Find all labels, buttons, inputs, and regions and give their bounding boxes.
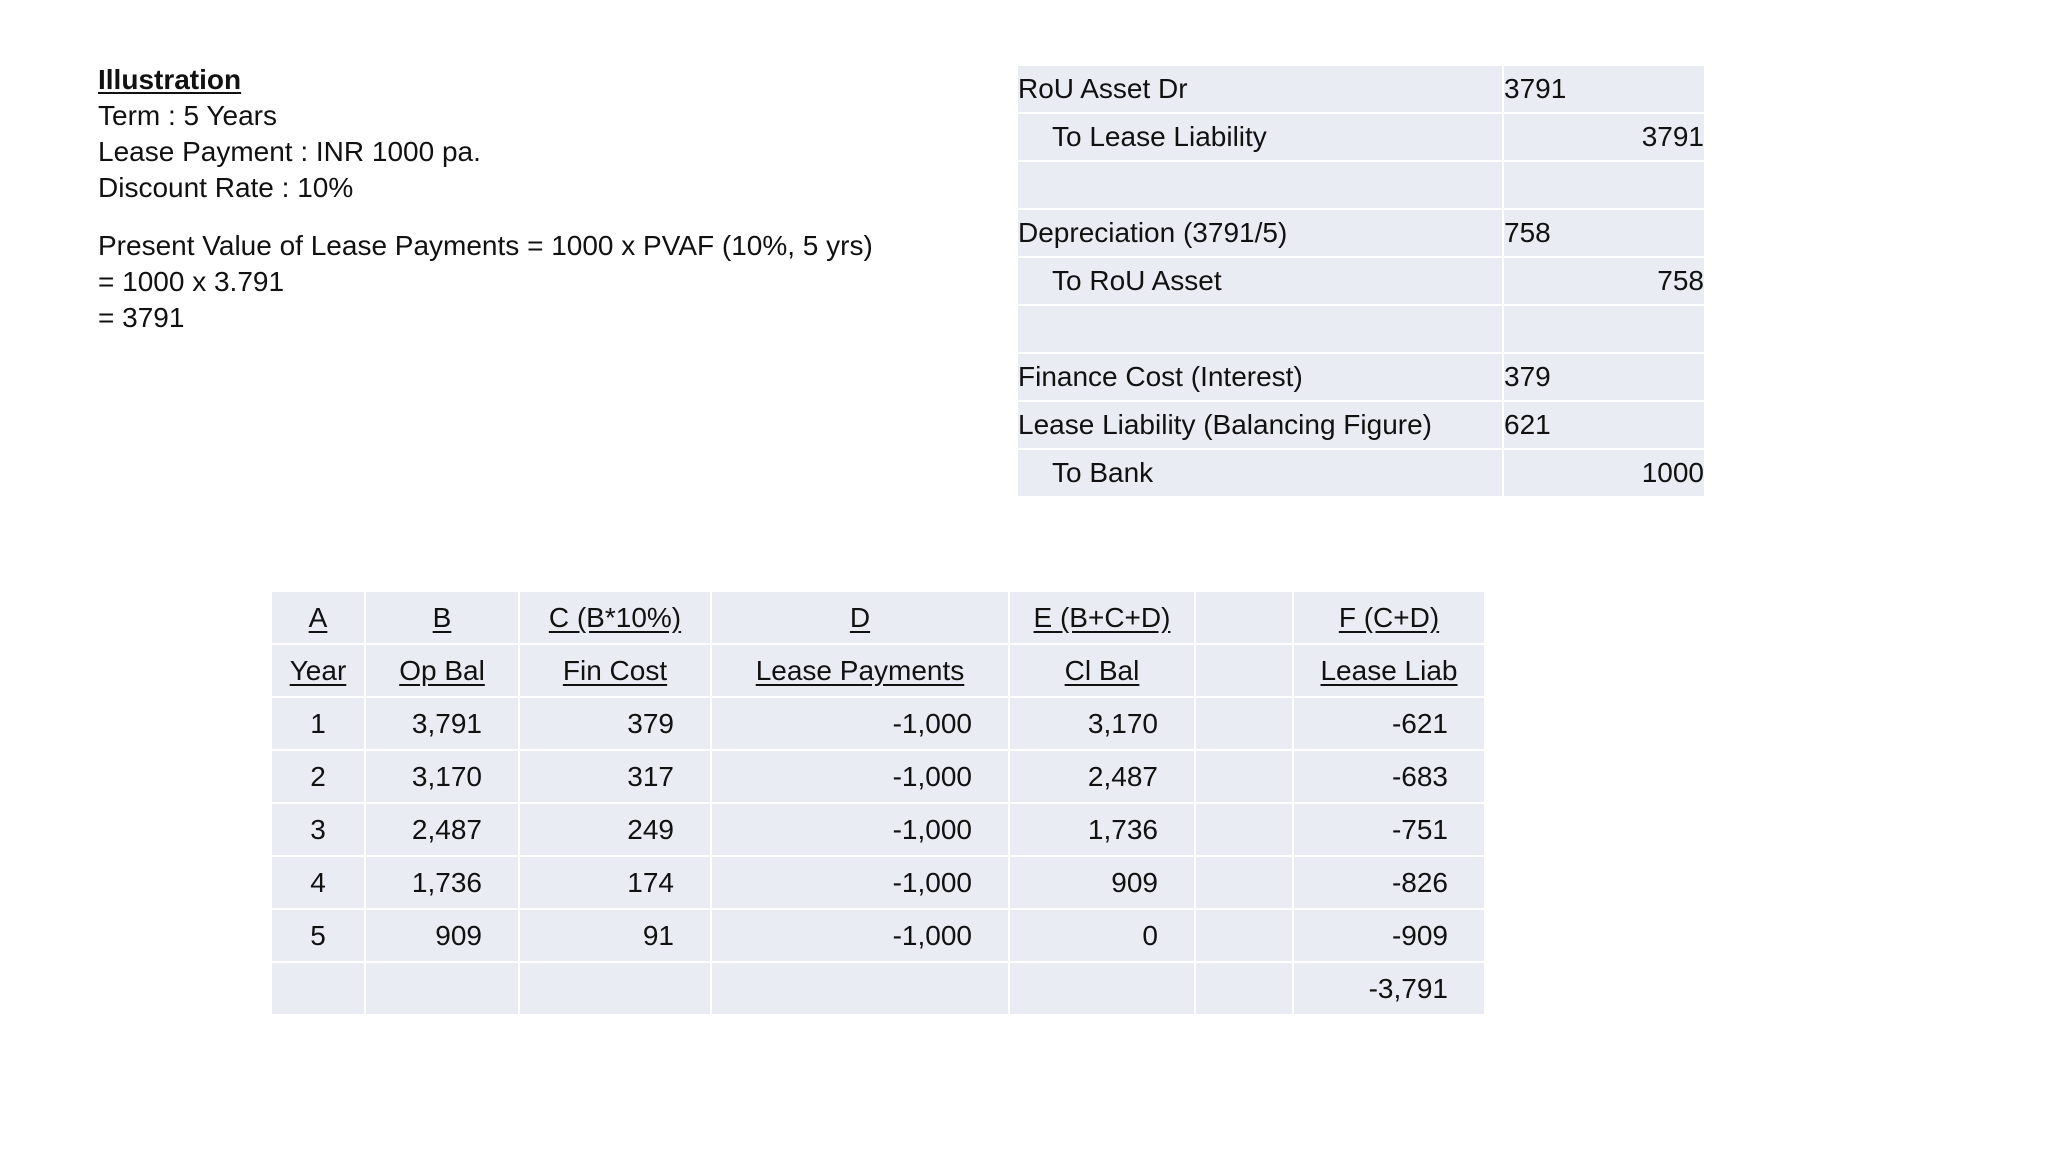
journal-amounts — [1503, 401, 1704, 449]
table-row — [272, 909, 1484, 962]
header-name-cell: Year — [272, 644, 365, 697]
header-code-cell: F (C+D) — [1293, 592, 1484, 644]
header-code-cell — [1195, 592, 1293, 644]
journal-desc: Lease Liability (Balancing Figure) — [1018, 401, 1503, 449]
journal-entries-table — [1018, 66, 1704, 498]
header-code-cell: B — [365, 592, 519, 644]
opening-balance-cell: 909 — [365, 909, 519, 962]
journal-row — [1018, 305, 1704, 353]
lease-payment-cell — [711, 962, 1009, 1015]
header-name-cell: Lease Payments — [711, 644, 1009, 697]
illustration-heading: Illustration — [98, 64, 242, 95]
header-code-cell: A — [272, 592, 365, 644]
journal-row — [1018, 209, 1704, 257]
journal-amounts — [1503, 353, 1704, 401]
header-code-cell: E (B+C+D) — [1009, 592, 1195, 644]
journal-debit: 3791 — [1504, 73, 1567, 104]
journal-debit: 379 — [1504, 361, 1551, 392]
blank-cell — [1195, 750, 1293, 803]
finance-cost-cell: 317 — [519, 750, 711, 803]
blank-cell — [1195, 962, 1293, 1015]
closing-balance-cell: 909 — [1009, 856, 1195, 909]
year-cell: 3 — [272, 803, 365, 856]
journal-desc: To Bank — [1018, 449, 1503, 497]
blank-cell — [1195, 697, 1293, 750]
journal-desc — [1018, 161, 1503, 209]
closing-balance-cell: 1,736 — [1009, 803, 1195, 856]
header-name-cell: Lease Liab — [1293, 644, 1484, 697]
schedule-header-codes — [272, 592, 1484, 644]
journal-amounts — [1503, 66, 1704, 113]
discount-rate-text: Discount Rate : 10% — [98, 172, 354, 203]
year-cell: 2 — [272, 750, 365, 803]
journal-debit: 621 — [1504, 409, 1551, 440]
lease-payment-cell: -1,000 — [711, 909, 1009, 962]
journal-amounts — [1503, 113, 1704, 161]
opening-balance-cell: 3,791 — [365, 697, 519, 750]
journal-desc: Finance Cost (Interest) — [1018, 353, 1503, 401]
finance-cost-cell: 379 — [519, 697, 711, 750]
journal-row — [1018, 113, 1704, 161]
closing-balance-cell: 2,487 — [1009, 750, 1195, 803]
journal-credit: 1000 — [1641, 457, 1704, 488]
pv-formula-line-1: Present Value of Lease Payments = 1000 x PVAF (10%, 5 yrs) — [98, 230, 873, 261]
header-code-cell: D — [711, 592, 1009, 644]
blank-cell — [1195, 803, 1293, 856]
lease-payment-cell: -1,000 — [711, 856, 1009, 909]
header-code-cell: C (B*10%) — [519, 592, 711, 644]
journal-row — [1018, 449, 1704, 497]
journal-desc: To RoU Asset — [1018, 257, 1503, 305]
lease-liability-cell: -751 — [1293, 803, 1484, 856]
finance-cost-cell — [519, 962, 711, 1015]
blank-cell — [1195, 856, 1293, 909]
header-name-cell: Fin Cost — [519, 644, 711, 697]
journal-amounts — [1503, 161, 1704, 209]
closing-balance-cell — [1009, 962, 1195, 1015]
journal-desc — [1018, 305, 1503, 353]
lease-liability-cell: -826 — [1293, 856, 1484, 909]
finance-cost-cell: 249 — [519, 803, 711, 856]
year-cell: 4 — [272, 856, 365, 909]
header-name-cell — [1195, 644, 1293, 697]
journal-amounts — [1503, 305, 1704, 353]
journal-row — [1018, 66, 1704, 113]
lease-payment-cell: -1,000 — [711, 750, 1009, 803]
finance-cost-cell: 91 — [519, 909, 711, 962]
table-row — [272, 750, 1484, 803]
spacer — [98, 206, 918, 228]
lease-payment-cell: -1,000 — [711, 803, 1009, 856]
table-row — [272, 803, 1484, 856]
lease-liability-cell: -683 — [1293, 750, 1484, 803]
year-cell: 5 — [272, 909, 365, 962]
opening-balance-cell: 3,170 — [365, 750, 519, 803]
lease-payment-cell: -1,000 — [711, 697, 1009, 750]
finance-cost-cell: 174 — [519, 856, 711, 909]
closing-balance-cell: 0 — [1009, 909, 1195, 962]
journal-desc: Depreciation (3791/5) — [1018, 209, 1503, 257]
journal-row — [1018, 257, 1704, 305]
illustration-block — [98, 62, 918, 336]
opening-balance-cell — [365, 962, 519, 1015]
header-name-cell: Cl Bal — [1009, 644, 1195, 697]
lease-schedule-table — [272, 592, 1484, 1016]
journal-desc: To Lease Liability — [1018, 113, 1503, 161]
opening-balance-cell: 1,736 — [365, 856, 519, 909]
header-name-cell: Op Bal — [365, 644, 519, 697]
table-row — [272, 856, 1484, 909]
year-cell — [272, 962, 365, 1015]
closing-balance-cell: 3,170 — [1009, 697, 1195, 750]
pv-formula-line-2: = 1000 x 3.791 — [98, 266, 285, 297]
journal-amounts — [1503, 209, 1704, 257]
lease-payment-text: Lease Payment : INR 1000 pa. — [98, 136, 481, 167]
term-text: Term : 5 Years — [98, 100, 277, 131]
opening-balance-cell: 2,487 — [365, 803, 519, 856]
lease-liability-total-cell: -3,791 — [1293, 962, 1484, 1015]
journal-row — [1018, 161, 1704, 209]
blank-cell — [1195, 909, 1293, 962]
lease-liability-cell: -909 — [1293, 909, 1484, 962]
journal-debit: 758 — [1504, 217, 1551, 248]
journal-row — [1018, 401, 1704, 449]
schedule-header-names — [272, 644, 1484, 697]
year-cell: 1 — [272, 697, 365, 750]
journal-amounts — [1503, 257, 1704, 305]
total-row — [272, 962, 1484, 1015]
table-row — [272, 697, 1484, 750]
journal-amounts — [1503, 449, 1704, 497]
journal-credit: 758 — [1657, 265, 1704, 296]
pv-formula-line-3: = 3791 — [98, 302, 185, 333]
journal-credit: 3791 — [1641, 121, 1704, 152]
journal-row — [1018, 353, 1704, 401]
journal-desc: RoU Asset Dr — [1018, 66, 1503, 113]
lease-liability-cell: -621 — [1293, 697, 1484, 750]
